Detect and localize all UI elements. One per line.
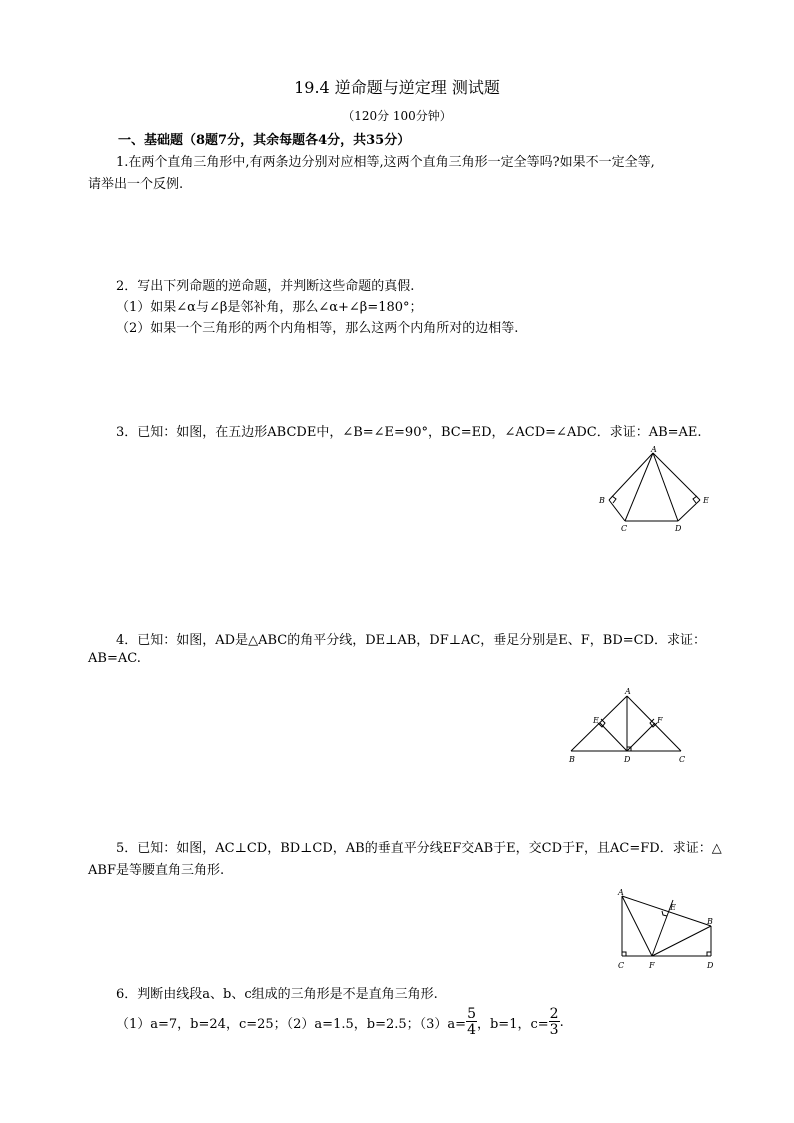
segment-AD <box>653 453 678 521</box>
page-title: 19.4 逆命题与逆定理 测试题 <box>294 78 500 97</box>
label-E: E <box>593 716 599 725</box>
right-angle-mark-D <box>707 952 711 956</box>
question-6-part-b: ，b=1，c= <box>476 1016 549 1032</box>
label-C: C <box>679 755 686 764</box>
label-E: E <box>670 903 676 912</box>
question-2-line-1: 2．写出下列命题的逆命题，并判断这些命题的真假. <box>116 279 415 294</box>
question-1-line-2: 请举出一个反例. <box>88 177 184 192</box>
label-A: A <box>651 445 657 454</box>
right-angle-mark-E <box>693 496 697 503</box>
label-B: B <box>707 917 713 926</box>
page-subtitle: （120分 100分钟） <box>342 109 452 123</box>
segment-AB <box>609 453 653 500</box>
figure-perpendicular-bisector-svg <box>585 882 718 975</box>
label-B: B <box>599 496 605 505</box>
segment-AB <box>622 896 711 926</box>
figure-angle-bisector <box>543 674 718 770</box>
right-angle-mark-E <box>662 911 667 916</box>
segment-AC <box>625 453 653 521</box>
question-3-line-1: 3．已知：如图，在五边形ABCDE中，∠B=∠E=90°，BC=ED，∠ACD=∠ADC．求证：AB=AE. <box>116 425 702 440</box>
question-6-line-1: 6．判断由线段a、b、c组成的三角形是不是直角三角形. <box>116 987 438 1002</box>
fraction-2-numerator: 2 <box>549 1006 559 1022</box>
question-4-line-2: AB=AC. <box>88 651 141 666</box>
question-6-part-a: （1）a=7，b=24，c=25；（2）a=1.5，b=2.5；（3）a= <box>116 1016 467 1032</box>
question-1-line-1: 1.在两个直角三角形中,有两条边分别对应相等,这两个直角三角形一定全等吗?如果不一定全等, <box>116 155 655 170</box>
figure-angle-bisector-svg <box>543 674 718 770</box>
label-D: D <box>707 961 714 970</box>
label-D: D <box>624 755 631 764</box>
label-F: F <box>657 716 663 725</box>
segment-BF <box>652 926 711 956</box>
section-heading: 一、基础题（8题7分，其余每题各4分，共35分） <box>118 133 411 148</box>
question-6-part-c: . <box>559 1014 564 1030</box>
label-C: C <box>621 524 628 533</box>
fraction-two-thirds <box>549 1007 560 1037</box>
figure-pentagon <box>598 445 718 541</box>
question-5-line-1: 5．已知：如图，AC⊥CD，BD⊥CD，AB的垂直平分线EF交AB于E，交CD于F，且AC=FD．求证：△ <box>116 841 722 856</box>
fraction-2-denominator: 3 <box>549 1022 559 1038</box>
segment-EA <box>653 453 700 500</box>
label-B: B <box>569 755 575 764</box>
fraction-five-fourths <box>466 1007 477 1037</box>
label-C: C <box>618 961 625 970</box>
question-4-line-1: 4．已知：如图，AD是△ABC的角平分线，DE⊥AB，DF⊥AC，垂足分别是E、F，BD=CD．求证： <box>116 633 707 648</box>
segment-DE <box>600 723 627 751</box>
segment-BC <box>609 500 625 521</box>
question-5-line-2: ABF是等腰直角三角形. <box>88 863 225 878</box>
figure-pentagon-svg <box>598 445 718 541</box>
label-F: F <box>649 961 655 970</box>
label-E: E <box>703 496 709 505</box>
right-angle-mark-C <box>622 952 626 956</box>
fraction-1-numerator: 5 <box>467 1006 476 1022</box>
label-A: A <box>625 687 631 696</box>
segment-DE <box>678 500 700 521</box>
right-angle-mark-B <box>612 496 616 503</box>
label-A: A <box>618 888 624 897</box>
question-2-line-3: （2）如果一个三角形的两个内角相等，那么这两个内角所对的边相等. <box>116 321 519 336</box>
figure-perpendicular-bisector <box>585 882 718 975</box>
question-2-line-2: （1）如果∠α与∠β是邻补角，那么∠α+∠β=180°； <box>116 300 423 315</box>
question-6-line-2 <box>116 1002 564 1042</box>
label-D: D <box>675 524 682 533</box>
fraction-1-denominator: 4 <box>467 1022 476 1038</box>
